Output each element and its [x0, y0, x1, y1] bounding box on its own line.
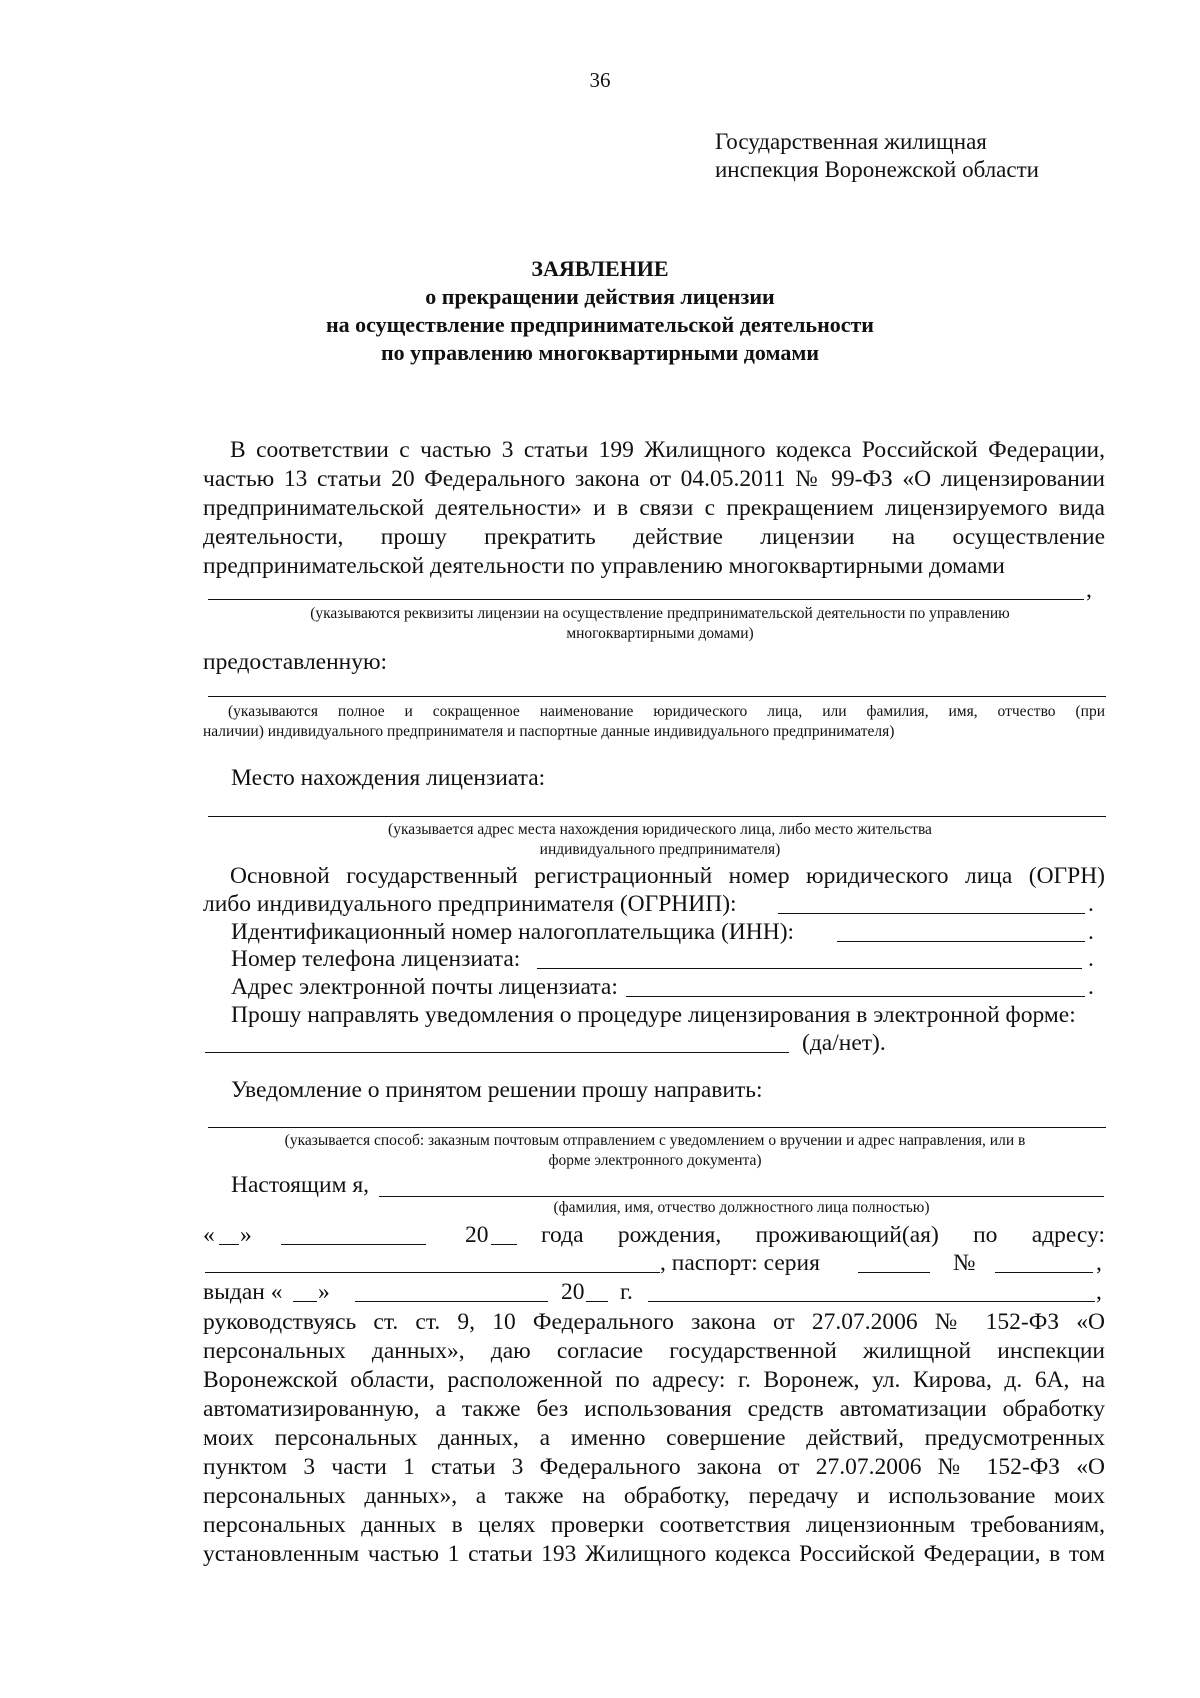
location-field[interactable]	[208, 816, 1106, 817]
email-field[interactable]	[626, 996, 1085, 997]
birth-day-close: »	[240, 1222, 252, 1248]
full-name-note: (фамилия, имя, отчество должностного лица полностью)	[553, 1199, 930, 1216]
location-note-line-2: индивидуального предпринимателя)	[539, 841, 781, 858]
birth-day-field[interactable]	[219, 1244, 239, 1245]
consent-body	[203, 1308, 1105, 1569]
consent-line: моих персональных данных, а именно совершение действий, предусмотренных	[203, 1425, 1105, 1451]
birth-month-field[interactable]	[281, 1244, 426, 1245]
title-line-1: ЗАЯВЛЕНИЕ	[531, 256, 669, 281]
decision-method-field[interactable]	[208, 1127, 1106, 1128]
intro-line-4: деятельности, прошу прекратить действие лицензии на осуществление	[203, 524, 1105, 550]
licensee-note-line-1: (указываются полное и сокращенное наименование юридического лица, или фамилия, имя, отчество (при	[228, 703, 1105, 720]
issued-comma: ,	[1096, 1279, 1102, 1305]
issued-close: »	[318, 1279, 330, 1305]
licensee-note	[203, 702, 1105, 742]
ogrn-line-1: Основной государственный регистрационный номер юридического лица (ОГРН)	[230, 863, 1105, 889]
intro-line-1: В соответствии с частью 3 статьи 199 Жилищного кодекса Российской Федерации,	[230, 437, 1105, 463]
intro-line-3: предпринимательской деятельности» и в связи с прекращением лицензируемого вида	[203, 495, 1105, 521]
licensee-note-line-2: наличии) индивидуального предпринимателя и паспортные данные индивидуального предпринимателя)	[203, 723, 895, 740]
license-field-comma: ,	[1086, 577, 1092, 603]
consent-line: пунктом 3 части 1 статьи 3 Федерального закона от 27.07.2006 № 152-ФЗ «О	[203, 1454, 1105, 1480]
addressee-line-1: Государственная жилищная	[715, 129, 987, 154]
title-line-4: по управлению многоквартирными домами	[381, 340, 819, 365]
consent-line: персональных данных», а также на обработку, передачу и использование моих	[203, 1483, 1105, 1509]
phone-period: .	[1088, 946, 1094, 972]
issued-day-field[interactable]	[293, 1301, 317, 1302]
location-note-line-1: (указывается адрес места нахождения юридического лица, либо место жительства	[388, 821, 932, 838]
issued-prefix: выдан «	[203, 1279, 283, 1305]
consent-line: автоматизированную, а также без использования средств автоматизации обработку	[203, 1396, 1105, 1422]
passport-series-field[interactable]	[858, 1272, 930, 1273]
document-title	[200, 255, 1000, 367]
issued-month-field[interactable]	[355, 1301, 548, 1302]
passport-number-sign: №	[953, 1250, 976, 1276]
consent-line: установленным частью 1 статьи 193 Жилищного кодекса Российской Федерации, в том	[203, 1541, 1105, 1567]
addressee-line-2: инспекция Воронежской области	[715, 157, 1039, 182]
decision-note-line-2: форме электронного документа)	[548, 1152, 762, 1169]
phone-label: Номер телефона лицензиата:	[231, 946, 521, 972]
ogrn-field[interactable]	[778, 913, 1085, 914]
inn-label: Идентификационный номер налогоплательщика (ИНН):	[231, 919, 795, 945]
ogrn-line-2: либо индивидуального предпринимателя (ОГРНИП):	[203, 891, 737, 917]
electronic-label: Прошу направлять уведомления о процедуре лицензирования в электронной форме:	[231, 1002, 1076, 1028]
consent-prefix: Настоящим я,	[231, 1172, 370, 1198]
consent-line: Воронежской области, расположенной по адресу: г. Воронеж, ул. Кирова, д. 6А, на	[203, 1367, 1105, 1393]
residence-address-field[interactable]	[205, 1272, 660, 1273]
birth-day-open: «	[203, 1222, 215, 1248]
consent-line: персональных данных», даю согласие государственной жилищной инспекции	[203, 1338, 1105, 1364]
birth-year-field[interactable]	[491, 1244, 517, 1245]
intro-paragraph	[203, 436, 1105, 581]
ogrn-block	[203, 862, 1105, 891]
passport-number-field[interactable]	[995, 1272, 1093, 1273]
consent-line: персональных данных в целях проверки соответствия лицензионным требованиям,	[203, 1512, 1105, 1538]
location-label: Место нахождения лицензиата:	[231, 765, 546, 791]
license-requisites-field[interactable]	[208, 599, 1084, 600]
electronic-suffix: (да/нет).	[802, 1030, 886, 1056]
issued-year-prefix: 20	[561, 1279, 585, 1305]
inn-field[interactable]	[837, 941, 1085, 942]
license-note-line-2: многоквартирными домами)	[566, 625, 754, 642]
title-line-2: о прекращении действия лицензии	[425, 284, 775, 309]
provided-label: предоставленную:	[203, 649, 388, 675]
addressee	[715, 128, 1039, 184]
title-line-3: на осуществление предпринимательской деятельности	[325, 312, 874, 337]
issued-by-field[interactable]	[648, 1301, 1095, 1302]
license-field-note	[160, 604, 1160, 644]
decision-note	[205, 1131, 1105, 1171]
intro-line-5: предпринимательской деятельности по управлению многоквартирными домами	[203, 553, 1005, 579]
intro-line-2: частью 13 статьи 20 Федерального закона от 04.05.2011 № 99-ФЗ «О лицензировании	[203, 466, 1105, 492]
phone-field[interactable]	[537, 968, 1082, 969]
decision-label: Уведомление о принятом решении прошу направить:	[231, 1077, 763, 1103]
birth-text: года рождения, проживающий(ая) по адресу:	[541, 1222, 1105, 1248]
issued-year-suffix: г.	[620, 1279, 633, 1305]
ogrn-period: .	[1088, 891, 1094, 917]
consent-line: руководствуясь ст. ст. 9, 10 Федерального закона от 27.07.2006 № 152-ФЗ «О	[203, 1309, 1105, 1335]
inn-period: .	[1088, 919, 1094, 945]
license-note-line-1: (указываются реквизиты лицензии на осуществление предпринимательской деятельности по управлению	[310, 605, 1010, 622]
page-number: 36	[589, 68, 611, 92]
email-label: Адрес электронной почты лицензиата:	[231, 974, 618, 1000]
electronic-field[interactable]	[205, 1052, 789, 1053]
location-note	[210, 820, 1110, 860]
licensee-name-field[interactable]	[208, 696, 1106, 697]
email-period: .	[1088, 974, 1094, 1000]
passport-comma: ,	[1096, 1250, 1102, 1276]
passport-text: , паспорт: серия	[660, 1250, 820, 1276]
birth-year-prefix: 20	[465, 1222, 489, 1248]
full-name-field[interactable]	[379, 1196, 1104, 1197]
decision-note-line-1: (указывается способ: заказным почтовым отправлением с уведомлением о вручении и адрес направления, или в	[284, 1132, 1026, 1149]
issued-year-field[interactable]	[586, 1301, 608, 1302]
